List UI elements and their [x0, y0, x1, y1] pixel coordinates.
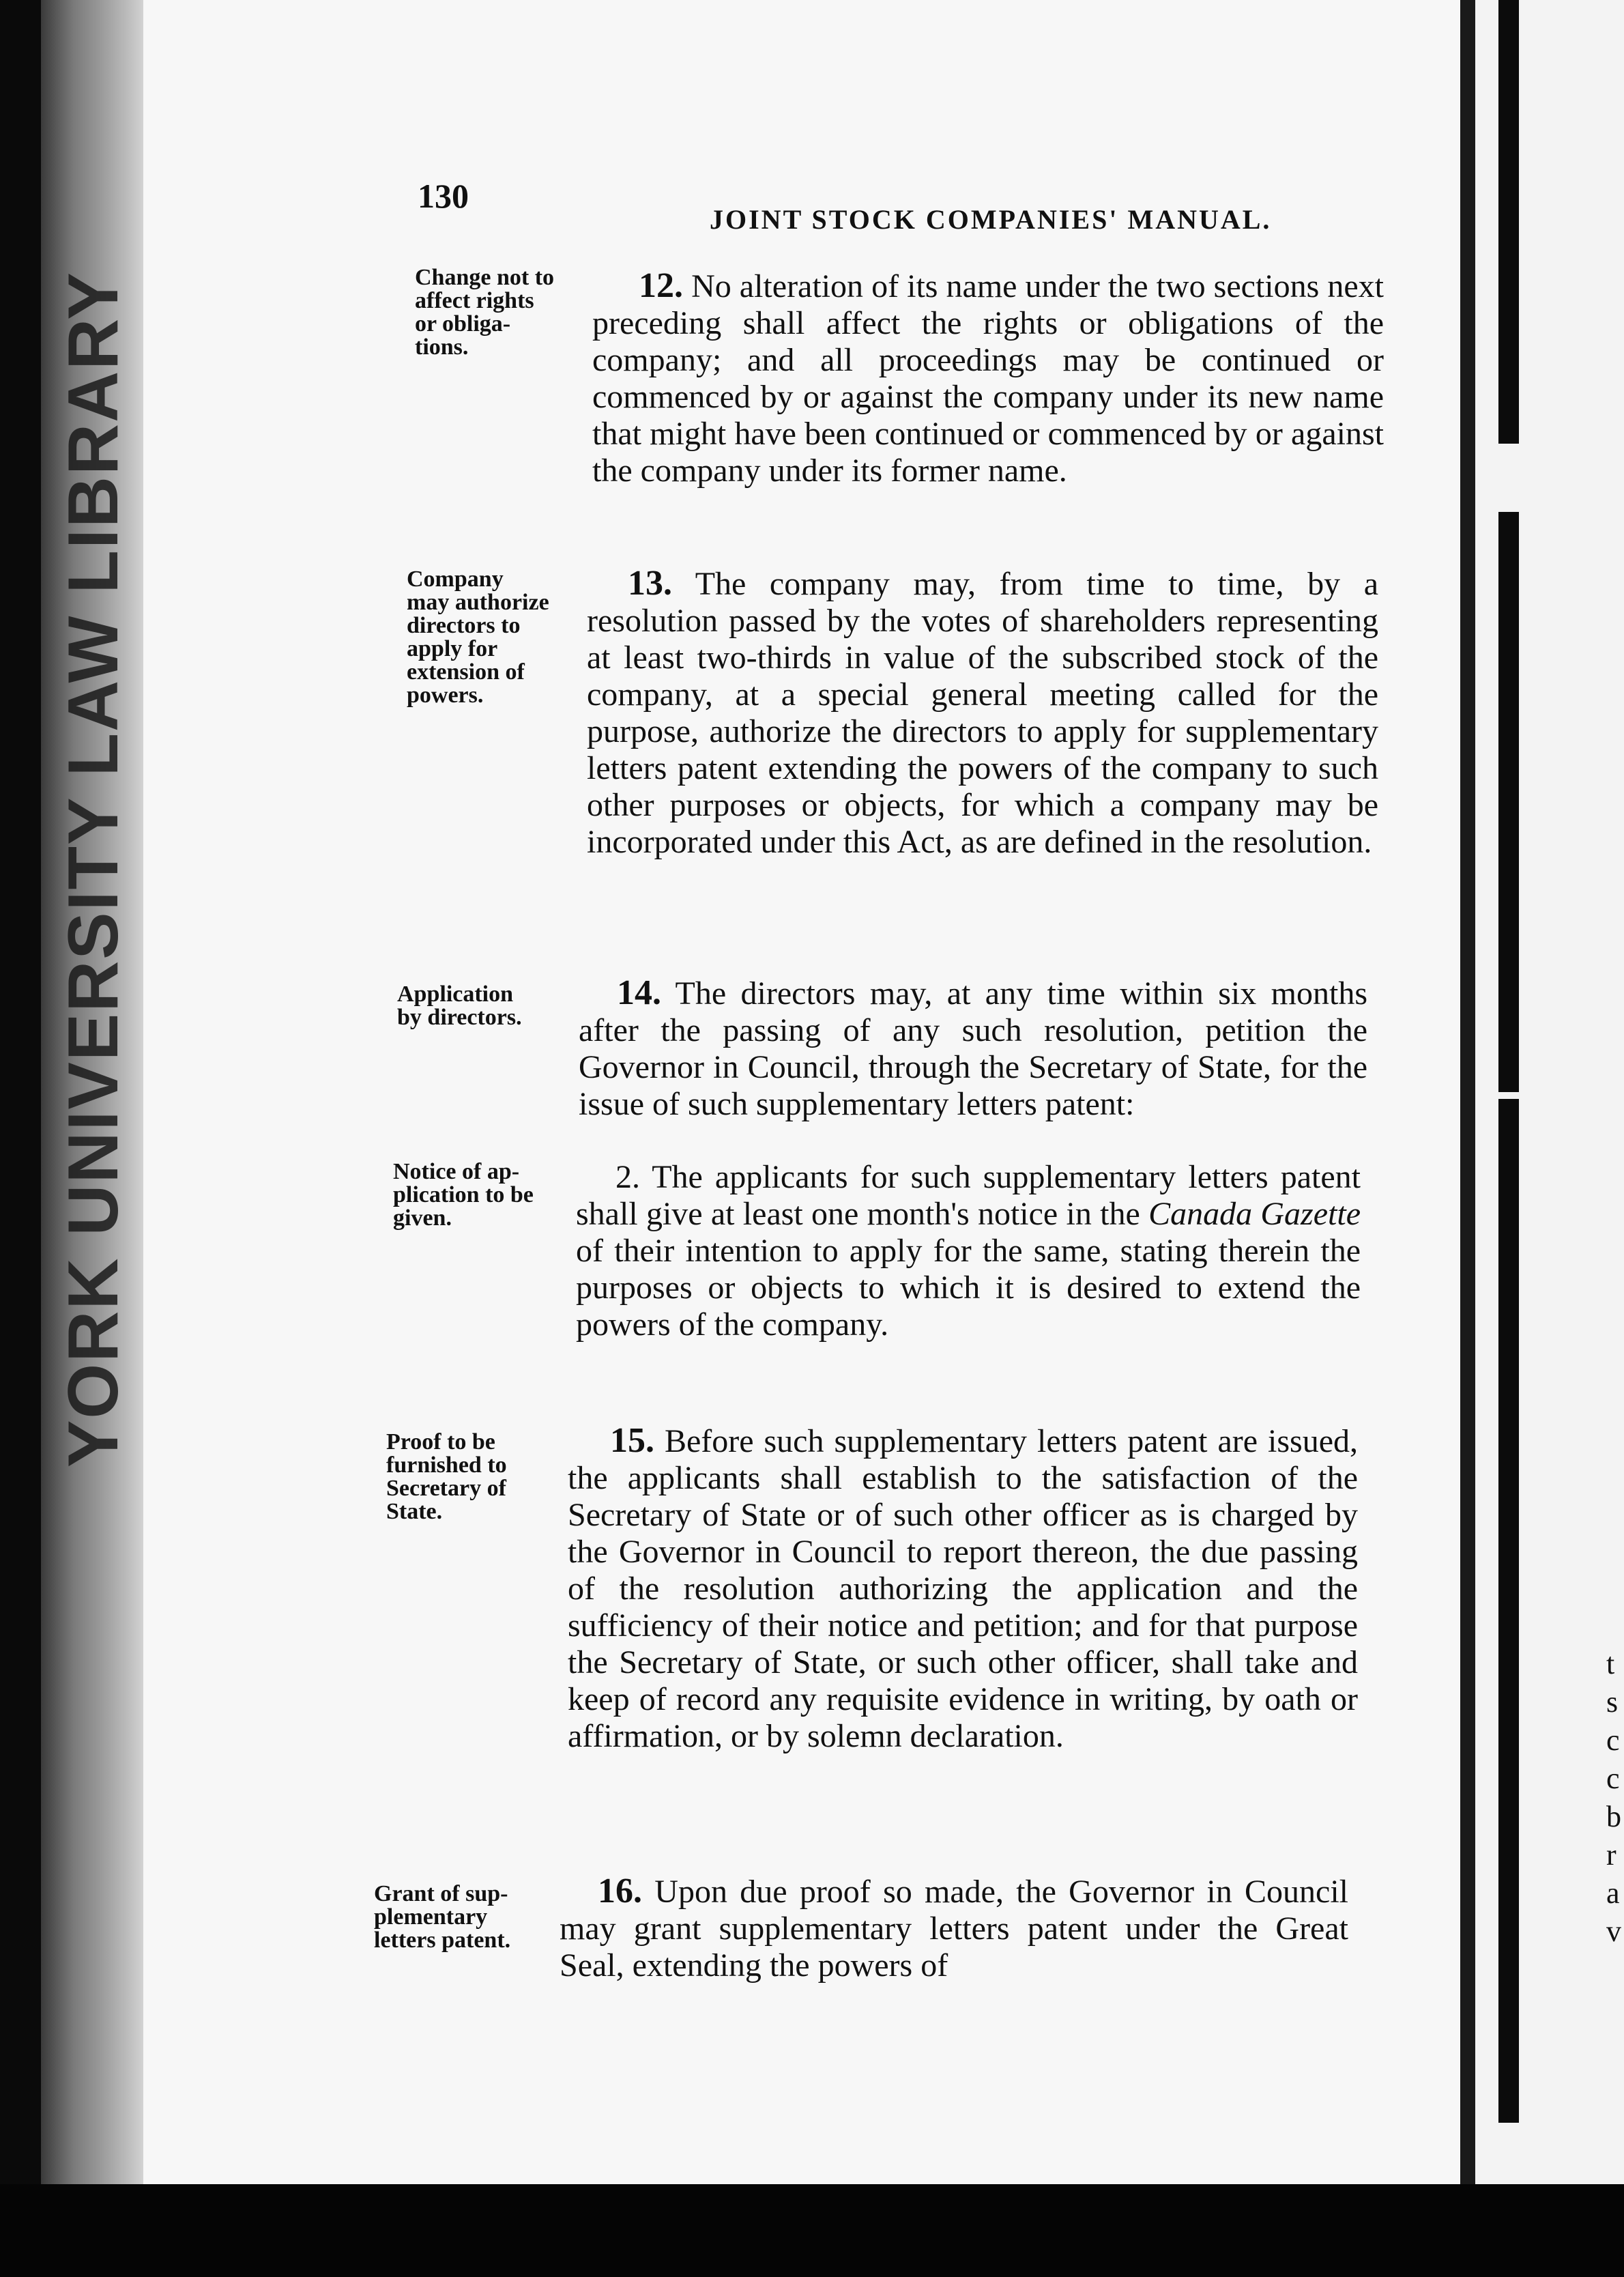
section-text-italic: Canada Gazette: [1148, 1196, 1361, 1232]
section-paragraph: [568, 1422, 1358, 1755]
section-paragraph: [576, 1159, 1361, 1343]
section-text: Before such supplementary letters patent are issued, the applicants shall establish to the satisfaction of the Secretary of State or of such other officer as is charged by the Governor in Council to report thereon, the due passing of the resolution authorizing the application and the sufficiency of their notice and petition; and for that purpose the Secretary of State, or such other officer, shall take and keep of record any requisite evidence in writing, by oath or affirmation, or by solemn declaration.: [568, 1423, 1358, 1754]
section-paragraph: [592, 268, 1384, 489]
facing-letter: a: [1606, 1876, 1620, 1910]
side-note: Proof to be furnished to Secretary of State.: [386, 1429, 507, 1524]
section-paragraph: [587, 565, 1378, 861]
facing-page-text: [1606, 1645, 1624, 1951]
library-stamp: YORK UNIVERSITY LAW LIBRARY: [54, 271, 133, 1467]
section-number: 16.: [598, 1872, 642, 1910]
facing-letter: b: [1606, 1800, 1621, 1833]
page-number: 130: [418, 177, 469, 215]
section-text: The applicants for such supplementary letters patent shall give at least one month's notice in the: [576, 1159, 1361, 1232]
section-text: The company may, from time to time, by a resolution passed by the votes of shareholders representing at least two-thirds in value of the subscribed stock of the company, at a special general meeting called for the purpose, authorize the directors to apply for supplementary letters patent extending the powers of the company to such other purposes or objects, for which a company may be incorporated under this Act, as are defined in the resolution.: [587, 566, 1378, 860]
facing-page: [1475, 0, 1624, 2191]
section-text: No alteration of its name under the two sections next preceding shall affect the rights or obligations of the company; and all proceedings may be continued or commenced by or against the company under its new name that might have been continued or commenced by or against the company under its former name.: [592, 268, 1384, 489]
section-text: Upon due proof so made, the Governor in Council may grant supplementary letters patent under the Great Seal, extending the powers of: [560, 1874, 1348, 1984]
facing-letter: s: [1606, 1685, 1619, 1719]
section-paragraph: [560, 1873, 1348, 1984]
gutter-shadow: [1498, 512, 1519, 1092]
side-note: Company may authorize directors to apply for extension of powers.: [407, 567, 549, 708]
facing-letter: r: [1606, 1838, 1616, 1872]
scan-border-bottom: [0, 2184, 1624, 2277]
gutter-shadow: [1498, 1099, 1519, 2123]
gutter-shadow: [1498, 0, 1519, 444]
side-note: Change not to affect rights or obliga- tions.: [415, 265, 555, 360]
running-title: JOINT STOCK COMPANIES' MANUAL.: [710, 204, 1272, 235]
facing-letter: v: [1606, 1915, 1621, 1948]
section-number: 13.: [628, 564, 672, 603]
side-note: Grant of sup- plementary letters patent.: [374, 1881, 511, 1953]
section-paragraph: [579, 975, 1367, 1123]
facing-letter: t: [1606, 1647, 1615, 1680]
page-gutter: [1460, 0, 1475, 2191]
subsection-number: 2.: [615, 1159, 640, 1195]
section-number: 12.: [639, 266, 683, 305]
facing-letter: c: [1606, 1723, 1620, 1757]
side-note: Notice of ap- plication to be given.: [393, 1159, 534, 1231]
section-text: The directors may, at any time within six months after the passing of any such resolution, petition the Governor in Council, through the Secretary of State, for the issue of such supplementary letters patent:: [579, 975, 1368, 1122]
side-note: Application by directors.: [397, 982, 522, 1030]
facing-letter: c: [1606, 1762, 1620, 1795]
section-text: of their intention to apply for the same, stating therein the purposes or objects to which it is desired to extend the powers of the company.: [576, 1233, 1361, 1343]
section-number: 14.: [617, 973, 661, 1012]
section-number: 15.: [610, 1421, 654, 1460]
